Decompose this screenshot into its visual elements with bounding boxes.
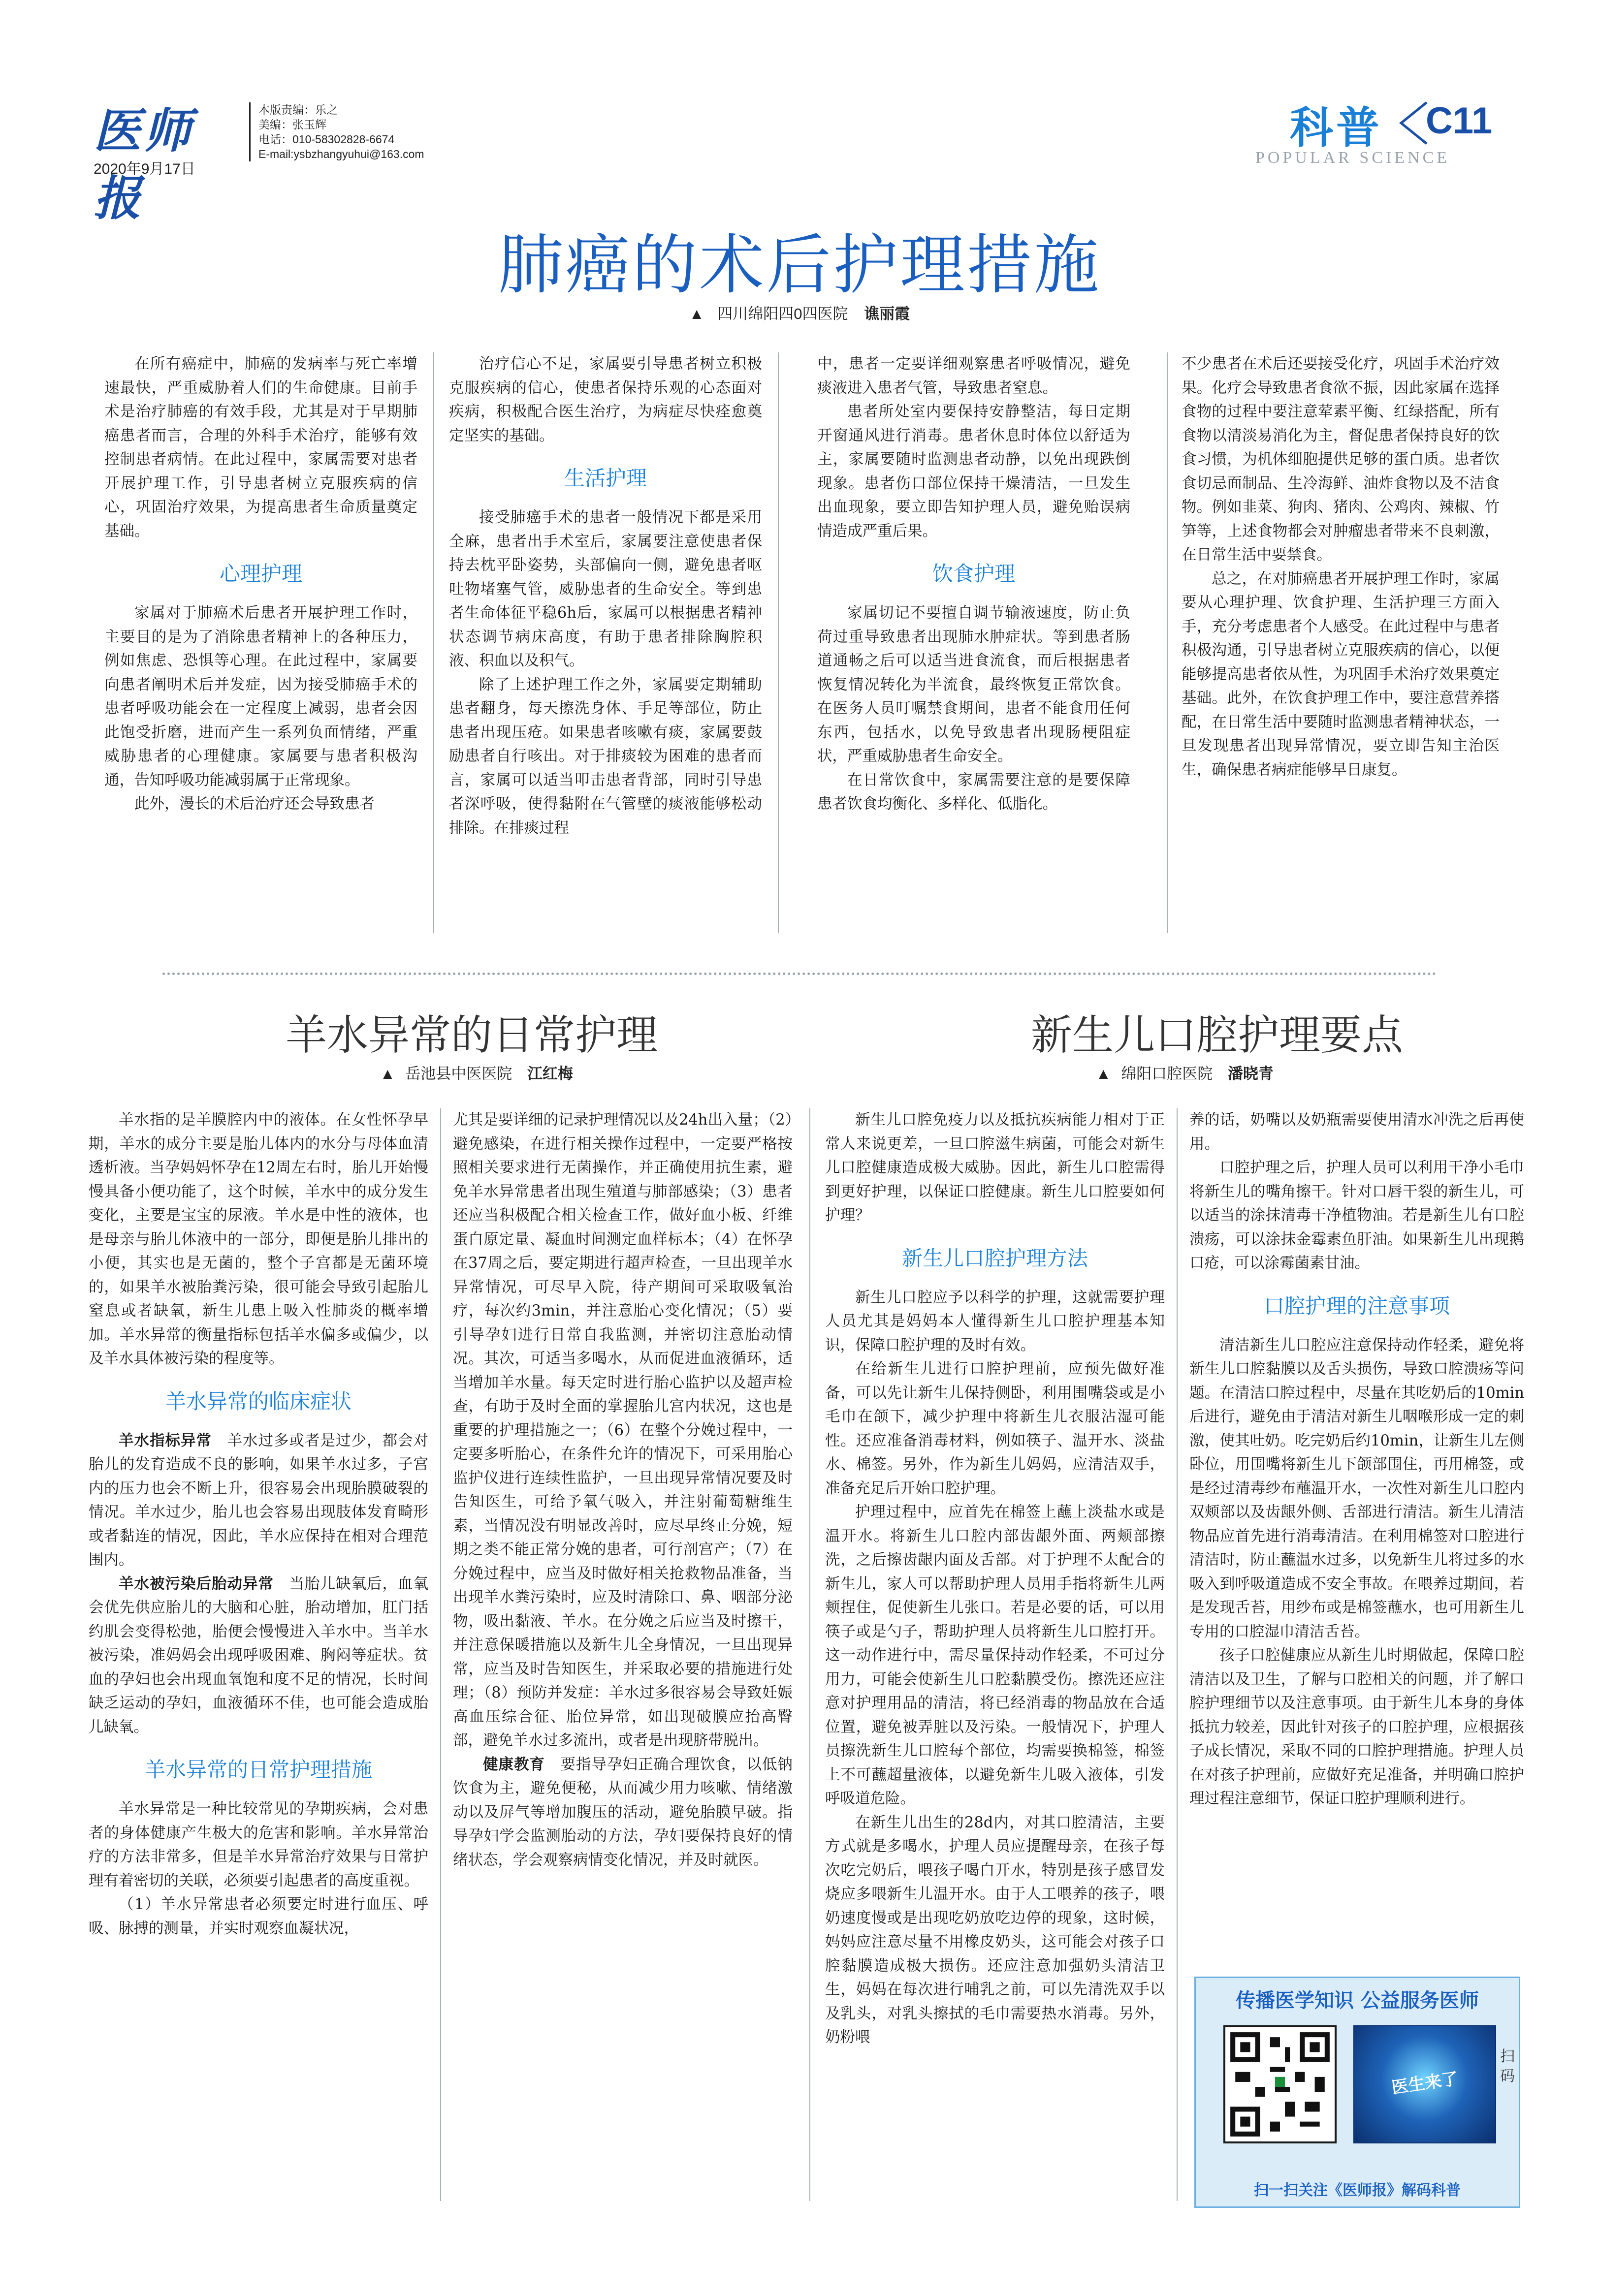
section-heading: 心理护理 [219, 562, 302, 586]
byline-marker-icon: ▲ [689, 305, 704, 322]
section-heading: 口腔护理的注意事项 [1263, 1293, 1450, 1318]
paragraph: 接受肺癌手术的患者一般情况下都是采用全麻，患者出手术室后，家属要注意使患者保持去枕平卧姿势，头部偏向一侧，避免患者呕吐物堵塞气管，威胁患者的生命安全。等到患者生命体征平稳6h后，家属可以根据患者精神状态调节病床高度，有助于患者排除胸腔积液、积血以及积气。 [449, 509, 762, 669]
email-line: E-mail:ysbzhangyuhui@163.com [258, 148, 424, 160]
phone-line: 电话：010-58302828-6674 [258, 133, 395, 146]
column-divider [440, 1108, 441, 2201]
main-column-1 [104, 352, 417, 817]
paragraph: 在日常饮食中，家属需要注意的是要保障患者饮食均衡化、多样化、低脂化。 [817, 771, 1130, 813]
byline-org: 四川绵阳四0四医院 [717, 305, 848, 322]
paragraph: 新生儿口腔应予以科学的护理，这就需要护理人员尤其是妈妈本人懂得新生儿口腔护理基本知识，保障口腔护理的及时有效。 [825, 1289, 1165, 1354]
paragraph: 羊水异常是一种比较常见的孕期疾病，会对患者的身体健康产生极大的危害和影响。羊水异常治疗的方法非常多，但是羊水异常治疗效果与日常护理有着密切的关联，必须要引起患者的高度重视。 [89, 1800, 428, 1889]
paragraph: 口腔护理之后，护理人员可以利用干净小毛巾将新生儿的嘴角擦干。针对口唇干裂的新生儿，可以适当的涂抹清毒干净植物油。若是新生儿有口腔溃疡，可以涂抹金霉素鱼肝油。如果新生儿出现鹅口疮，可以涂霉菌素甘油。 [1189, 1159, 1524, 1272]
newspaper-logo: 医师报 [94, 103, 194, 226]
page-number: C11 [1426, 100, 1493, 142]
paragraph: 孩子口腔健康应从新生儿时期做起，保障口腔清洁以及卫生，了解与口腔相关的问题，并了解口腔护理细节以及注意事项。由于新生儿本身的身体抵抗力较差，因此针对孩子的口腔护理，应根据孩子成长情况，采取不同的口腔护理措施。护理人员在对孩子护理前，应做好充足准备，并明确口腔护理过程注意细节，保证口腔护理顺利进行。 [1189, 1647, 1524, 1807]
promo-box [1194, 1977, 1520, 2208]
designer-line: 美编：张玉辉 [258, 118, 326, 131]
byline-author: 江红梅 [527, 1065, 573, 1082]
paragraph: 此外，漫长的术后治疗还会导致患者 [134, 795, 375, 813]
promo-side-text: 扫码 [1500, 2048, 1515, 2085]
column-divider [1167, 352, 1168, 933]
article3-column-1 [825, 1108, 1165, 2050]
byline-org: 岳池县中医医院 [405, 1065, 512, 1082]
section-heading: 羊水异常的日常护理措施 [144, 1758, 372, 1782]
paragraph: 新生儿口腔免疫力以及抵抗疾病能力相对于正常人来说更差，一旦口腔滋生病菌，可能会对新生儿口腔健康造成极大威胁。因此，新生儿口腔需得到更好护理，以保证口腔健康。新生儿口腔要如何护理？ [825, 1111, 1165, 1224]
masthead [94, 74, 1511, 226]
column-divider [433, 352, 434, 933]
editor-info [249, 102, 424, 161]
article2-byline [380, 1061, 573, 1083]
paragraph: 养的话，奶嘴以及奶瓶需要使用清水冲洗之后再使用。 [1189, 1111, 1524, 1153]
paragraph-body: 当胎儿缺氧后，血氧会优先供应胎儿的大脑和心脏，胎动增加，肛门括约肌会变得松弛，胎便会慢慢进入羊水中。当羊水被污染，准妈妈会出现呼吸困难、胸闷等症状。贫血的孕妇也会出现血氧饱和度不足的情况，长时间缺乏运动的孕妇，血液循环不佳，也可能会造成胎儿缺氧。 [89, 1575, 428, 1736]
promo-show-image [1353, 2025, 1496, 2143]
paragraph: 不少患者在术后还要接受化疗，巩固手术治疗效果。化疗会导致患者食欲不振，因此家属在选择食物的过程中要注意荤素平衡、红绿搭配，所有食物以清淡易消化为主，督促患者保持良好的饮食习惯，为机体细胞提供足够的蛋白质。患者饮食切忌面制品、生冷海鲜、油炸食物以及不洁食物。例如韭菜、狗肉、猪肉、公鸡肉、辣椒、竹笋等，上述食物都会对肿瘤患者带来不良刺激，在日常生活中要禁食。 [1182, 355, 1500, 564]
article2-title: 羊水异常的日常护理 [286, 1011, 658, 1059]
section-header [1255, 94, 1511, 167]
paragraph: 在新生儿出生的28d内，对其口腔清洁，主要方式就是多喝水，护理人员应提醒母亲，在孩子每次吃完奶后，喂孩子喝白开水，特别是孩子感冒发烧应多喂新生儿温开水。由于人工喂养的孩子，喂奶速度慢或是出现吃奶放吃边停的现象，这时候，妈妈应注意尽量不用橡皮奶头，这可能会对孩子口腔黏膜造成极大损伤。还应注意加强奶头清洁卫生，妈妈在每次进行哺乳之前，可以先清洗双手以及乳头，对乳头擦拭的毛巾需要热水消毒。另外，奶粉喂 [825, 1814, 1165, 2046]
paragraph [453, 1753, 793, 1873]
promo-slogan: 传播医学知识 公益服务医师 [1236, 1989, 1479, 2012]
article2-column-1 [89, 1108, 428, 1941]
column-divider [1177, 1108, 1178, 2201]
main-column-4 [1182, 352, 1500, 782]
main-column-3 [817, 352, 1130, 817]
article3-byline [1096, 1061, 1274, 1083]
paragraph-body: 要指导孕妇正确合理饮食，以低钠饮食为主，避免便秘，从而减少用力咳嗽、情绪激动以及屏气等增加腹压的活动，避免胎膜早破。指导孕妇学会监测胎动的方法，孕妇要保持良好的情绪状态，学会观察病情变化情况，并及时就医。 [453, 1756, 793, 1869]
section-heading: 生活护理 [564, 466, 647, 490]
paragraph [89, 1573, 428, 1740]
section-name: 科普 [1290, 102, 1383, 153]
paragraph: 治疗信心不足，家属要引导患者树立积极克服疾病的信心，使患者保持乐观的心态面对疾病，积极配合医生治疗，为病症尽快痊愈奠定坚实的基础。 [449, 355, 762, 444]
column-divider [809, 1108, 810, 2201]
qr-pattern [1225, 2027, 1335, 2141]
byline-author: 潘晓青 [1227, 1065, 1274, 1082]
paragraph: 家属对于肺癌术后患者开展护理工作时，主要目的是为了消除患者精神上的各种压力，例如焦虑、恐惧等心理。在此过程中，家属要向患者阐明术后并发症，因为接受肺癌手术的患者呼吸功能会在一定程度上减弱，患者会因此饱受折磨，进而产生一系列负面情绪，严重威胁患者的心理健康。家属要与患者积极沟通，告知呼吸功能减弱属于正常现象。 [104, 604, 417, 789]
main-article-byline [0, 301, 1599, 323]
paragraph: 尤其是要详细的记录护理情况以及24h出入量；（2）避免感染，在进行相关操作过程中，一定要严格按照相关要求进行无菌操作，并正确使用抗生素，避免羊水异常患者出现生殖道与肺部感染；（3）患者还应当积极配合相关检查工作，做好血小板、纤维蛋白原定量、凝血时间测定血样标本；（4）在怀孕在37周之后，要定期进行超声检查，一旦出现羊水异常情况，可尽早入院，待产期间可采取吸氧治疗，每次约3min，并注意胎心变化情况；（5）要引导孕妇进行日常自我监测，并密切注意胎动情况。其次，可适当多喝水，从而促进血液循环，适当增加羊水量。每天定时进行胎心监护以及超声检查，有助于及时全面的掌握胎儿宫内状况，这也是重要的护理措施之一；（6）在整个分娩过程中，一定要多听胎心，在条件允许的情况下，可采用胎心监护仪进行连续性监护，一旦出现异常情况要及时告知医生，可给予氧气吸入，并注射葡萄糖维生素，当情况没有明显改善时，应尽早终止分娩，短期之类不能正常分娩的患者，可行剖宫产；（7）在分娩过程中，应当及时做好相关抢救物品准备，当出现羊水粪污染时，应及时清除口、鼻、咽部分泌物，吸出黏液、羊水。在分娩之后应当及时擦干，并注意保暖措施以及新生儿全身情况，一旦出现异常，应当及时告知医生，并采取必要的措施进行处理；（8）预防并发症：羊水过多很容易会导致妊娠高血压综合征、胎位异常，如出现破膜应抬高臀部，避免羊水过多流出，或者是出现脐带脱出。 [453, 1111, 793, 1749]
section-heading: 羊水异常的临床症状 [165, 1389, 352, 1414]
paragraph-lead: 羊水指标异常 [119, 1432, 212, 1449]
paragraph: 护理过程中，应首先在棉签上蘸上淡盐水或是温开水。将新生儿口腔内部齿龈外面、两颊部擦洗，之后擦齿龈内面及舌部。对于护理不太配合的新生儿，家人可以帮助护理人员用手指将新生儿两颊捏住，促使新生儿张口。若是必要的话，可以用筷子或是勺子，帮助护理人员将新生儿口腔打开。这一动作进行中，需尽量保持动作轻柔，不可过分用力，可能会使新生儿口腔黏膜受伤。擦洗还应注意对护理用品的清洁，将已经消毒的物品放在合适位置，避免被弄脏以及污染。一般情况下，护理人员擦洗新生儿口腔每个部位，均需要换棉签，棉签上不可蘸超量液体，以避免新生儿吸入液体，引发呼吸道危险。 [825, 1504, 1165, 1807]
issue-date: 2020年9月17日 [94, 161, 195, 177]
byline-org: 绵阳口腔医院 [1121, 1065, 1213, 1082]
column-divider [778, 352, 779, 933]
paragraph: 羊水指的是羊膜腔内中的液体。在女性怀孕早期，羊水的成分主要是胎儿体内的水分与母体血清透析液。当孕妈妈怀孕在12周左右时，胎儿开始慢慢具备小便功能了，这个时候，羊水中的成分发生变化，主要是宝宝的尿液。羊水是中性的液体，也是母亲与胎儿体液中的一部分，即便是胎儿排出的小便，其实也是无菌的，整个子宫都是无菌环境的，如果羊水被胎粪污染，很可能会导致引起胎儿窒息或者缺氧，新生儿患上吸入性肺炎的概率增加。羊水异常的衡量指标包括羊水偏多或偏少，以及羊水具体被污染的程度等。 [89, 1111, 428, 1367]
paragraph: 家属切记不要擅自调节输液速度，防止负荷过重导致患者出现肺水肿症状。等到患者肠道通畅之后可以适当进食流食，而后根据患者恢复情况转化为半流食，最终恢复正常饮食。在医务人员叮嘱禁食期间，患者不能食用任何东西，包括水，以免导致患者出现肠梗阻症状，严重威胁患者生命安全。 [817, 604, 1130, 765]
main-article-title: 肺癌的术后护理措施 [498, 227, 1101, 303]
section-heading: 饮食护理 [932, 562, 1015, 586]
section-divider [162, 973, 1437, 975]
editor-line: 本版责编：乐之 [258, 103, 338, 116]
paragraph: 在所有癌症中，肺癌的发病率与死亡率增速最快，严重威胁着人们的生命健康。目前手术是治疗肺癌的有效手段，尤其是对于早期肺癌患者而言，合理的外科手术治疗，能够有效控制患者病情。在此过程中，家属需要对患者开展护理工作，引导患者树立克服疾病的信心，巩固治疗效果，为提高患者生命质量奠定基础。 [104, 355, 417, 540]
paragraph-lead: 健康教育 [483, 1756, 545, 1773]
byline-marker-icon: ▲ [1096, 1065, 1111, 1082]
show-title: 医生来了 [1390, 2069, 1460, 2098]
promo-caption: 扫一扫关注《医师报》解码科普 [1254, 2182, 1461, 2199]
qr-code-icon[interactable] [1223, 2025, 1337, 2143]
paragraph: 清洁新生儿口腔应注意保持动作轻柔，避免将新生儿口腔黏膜以及舌头损伤，导致口腔溃疡等问题。在清洁口腔过程中，尽量在其吃奶后的10min后进行，避免由于清洁对新生儿咽喉形成一定的刺激，使其吐奶。吃完奶后约10min，让新生儿左侧卧位，用围嘴将新生儿下颌部围住，再用棉签，或是经过清毒纱布蘸温开水，一次性对新生儿口腔内双颊部以及齿龈外侧、舌部进行清洁。新生儿清洁物品应首先进行消毒清洁。在利用棉签对口腔进行清洁时，防止蘸温水过多，以免新生儿将过多的水吸入到呼吸道造成不安全事故。在喂养过期间，若是发现舌苔，用纱布或是棉签蘸水，也可用新生儿专用的口腔湿巾清洁舌苔。 [1189, 1336, 1524, 1640]
paragraph-lead: 羊水被污染后胎动异常 [119, 1575, 274, 1593]
byline-marker-icon: ▲ [380, 1065, 395, 1082]
section-name-en: POPULAR SCIENCE [1255, 149, 1450, 167]
article2-column-2 [453, 1108, 793, 1872]
byline-author: 谯丽霞 [864, 305, 910, 322]
paragraph: 总之，在对肺癌患者开展护理工作时，家属要从心理护理、饮食护理、生活护理三方面入手，充分考虑患者个人感受。在此过程中与患者积极沟通，引导患者树立克服疾病的信心，以便能够提高患者依从性，为巩固手术治疗效果奠定基础。此外，在饮食护理工作中，要注意营养搭配，在日常生活中要随时监测患者精神状态，一旦发现患者出现异常情况，要立即告知主治医生，确保患者病症能够早日康复。 [1182, 570, 1500, 779]
paragraph: （1）羊水异常患者必须要定时进行血压、呼吸、脉搏的测量，并实时观察血凝状况， [89, 1896, 428, 1937]
paragraph-body: 羊水过多或者是过少，都会对胎儿的发育造成不良的影响，如果羊水过多，子宫内的压力也会不断上升，很容易会出现胎膜破裂的情况。羊水过少，胎儿也会容易出现肢体发育畸形或者黏连的情况，因此，羊水应保持在相对合理范围内。 [89, 1432, 428, 1569]
paragraph [89, 1429, 428, 1573]
article3-column-2 [1189, 1108, 1524, 1811]
paragraph: 在给新生儿进行口腔护理前，应预先做好准备，可以先让新生儿保持侧卧，利用围嘴袋或是小毛巾在颌下，减少护理中将新生儿衣服沾湿可能性。还应准备消毒材料，例如筷子、温开水、淡盐水、棉签。另外，作为新生儿妈妈，应清洁双手，准备充足后开始口腔护理。 [825, 1360, 1165, 1497]
paragraph: 中，患者一定要详细观察患者呼吸情况，避免痰液进入患者气管，导致患者窒息。 [817, 355, 1130, 397]
main-column-2 [449, 352, 762, 840]
paragraph: 患者所处室内要保持安静整洁，每日定期开窗通风进行消毒。患者休息时体位以舒适为主，家属要随时监测患者动静，以免出现跌倒现象。患者伤口部位保持干燥清洁，一旦发生出血现象，要立即告知护理人员，避免贻误病情造成严重后果。 [817, 403, 1130, 540]
paragraph: 除了上述护理工作之外，家属要定期辅助患者翻身，每天擦洗身体、手足等部位，防止患者出现压疮。如果患者咳嗽有痰，家属要鼓励患者自行咳出。对于排痰较为困难的患者而言，家属可以适当叩击患者背部，同时引导患者深呼吸，使得黏附在气管壁的痰液能够松动排除。在排痰过程 [449, 676, 762, 837]
section-heading: 新生儿口腔护理方法 [901, 1246, 1088, 1270]
article3-title: 新生儿口腔护理要点 [1031, 1011, 1404, 1059]
